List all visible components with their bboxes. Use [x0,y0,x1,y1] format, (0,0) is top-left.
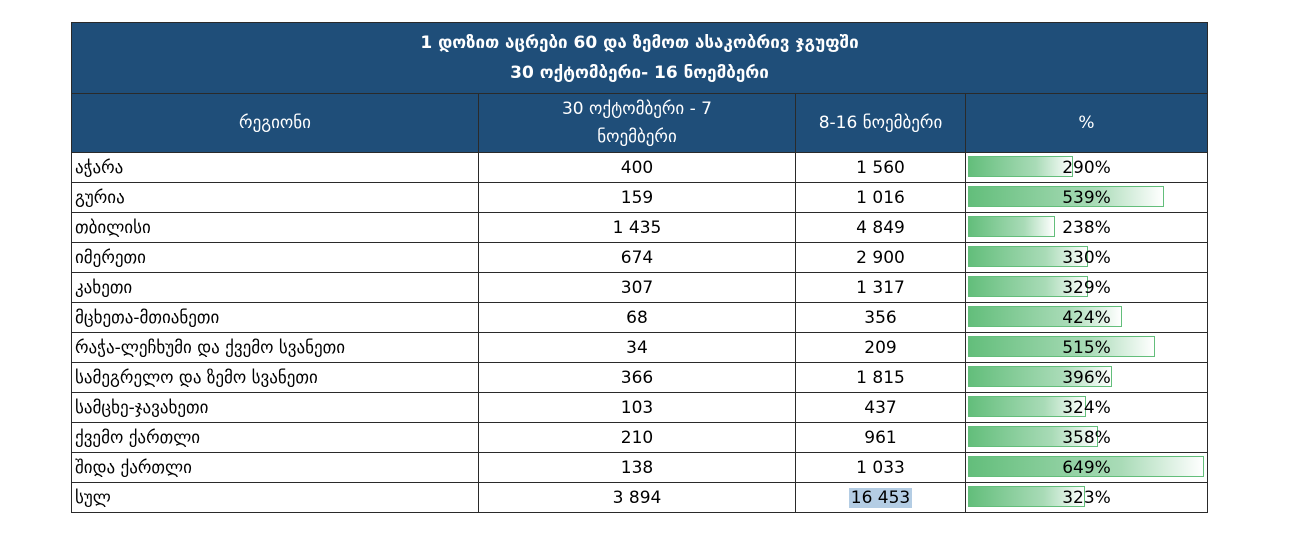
percent-value: 649% [1062,457,1111,478]
period-2-value: 356 [796,303,966,333]
percent-value: 238% [1062,217,1111,238]
region-name: იმერეთი [72,243,479,273]
period-1-value: 674 [479,243,796,273]
percent-cell [966,183,1208,213]
header-period-1-text: 30 ოქტომბერი - 7 ნოემბერი [561,99,712,147]
period-1-value: 400 [479,153,796,183]
period-1-value: 366 [479,363,796,393]
percent-cell [966,453,1208,483]
region-name: მცხეთა-მთიანეთი [72,303,479,333]
region-name: რაჭა-ლეჩხუმი და ქვემო სვანეთი [72,333,479,363]
region-name: სამცხე-ჯავახეთი [72,393,479,423]
region-name: სამეგრელო და ზემო სვანეთი [72,363,479,393]
period-1-value: 1 435 [479,213,796,243]
period-1-value: 159 [479,183,796,213]
period-2-value: 961 [796,423,966,453]
period-1-value: 210 [479,423,796,453]
percent-cell [966,213,1208,243]
period-1-value: 68 [479,303,796,333]
period-2-value: 1 815 [796,363,966,393]
percent-value: 330% [1062,247,1111,268]
table-row [72,183,1208,213]
region-name: თბილისი [72,213,479,243]
period-2-value: 1 317 [796,273,966,303]
vaccination-table [71,22,1208,513]
region-name: აჭარა [72,153,479,183]
percent-cell [966,273,1208,303]
region-name: გურია [72,183,479,213]
percent-value: 515% [1062,337,1111,358]
period-1-value: 307 [479,273,796,303]
header-period-1 [479,94,796,153]
period-2-value: 209 [796,333,966,363]
period-2-value: 1 560 [796,153,966,183]
header-region: რეგიონი [72,94,479,153]
table-body [72,153,1208,483]
percent-value: 324% [1062,397,1111,418]
table-row [72,303,1208,333]
period-1-value: 138 [479,453,796,483]
region-name: შიდა ქართლი [72,453,479,483]
title-line-2: 30 ოქტომბერი- 16 ნოემბერი [510,63,769,83]
percent-value: 290% [1062,157,1111,178]
percent-cell [966,393,1208,423]
percent-value: 329% [1062,277,1111,298]
percent-cell [966,243,1208,273]
percent-cell [966,303,1208,333]
percent-value: 539% [1062,187,1111,208]
header-period-2: 8-16 ნოემბერი [796,94,966,153]
table-row [72,153,1208,183]
total-row [72,483,1208,513]
period-2-value: 437 [796,393,966,423]
data-bar [968,156,1073,177]
percent-value: 396% [1062,367,1111,388]
title-line-1: 1 დოზით აცრები 60 და ზემოთ ასაკობრივ ჯგუფში [420,33,859,53]
percent-cell [966,423,1208,453]
period-2-value: 1 033 [796,453,966,483]
total-period-2: 16 453 [850,487,911,508]
period-2-value: 4 849 [796,213,966,243]
percent-value: 424% [1062,307,1111,328]
total-label: სულ [72,483,479,513]
total-percent-cell [966,483,1208,513]
total-period-2-cell [796,483,966,513]
table-row [72,453,1208,483]
total-percent: 323% [1062,487,1111,508]
header-percent: % [966,94,1208,153]
percent-cell [966,153,1208,183]
table-row [72,243,1208,273]
table-row [72,273,1208,303]
period-1-value: 103 [479,393,796,423]
data-bar [968,216,1055,237]
table-title [72,23,1208,94]
table-row [72,213,1208,243]
region-name: ქვემო ქართლი [72,423,479,453]
period-2-value: 2 900 [796,243,966,273]
table-row [72,393,1208,423]
total-period-1: 3 894 [479,483,796,513]
table-row [72,363,1208,393]
table-row [72,423,1208,453]
percent-cell [966,333,1208,363]
percent-cell [966,363,1208,393]
percent-value: 358% [1062,427,1111,448]
period-2-value: 1 016 [796,183,966,213]
period-1-value: 34 [479,333,796,363]
region-name: კახეთი [72,273,479,303]
table-row [72,333,1208,363]
